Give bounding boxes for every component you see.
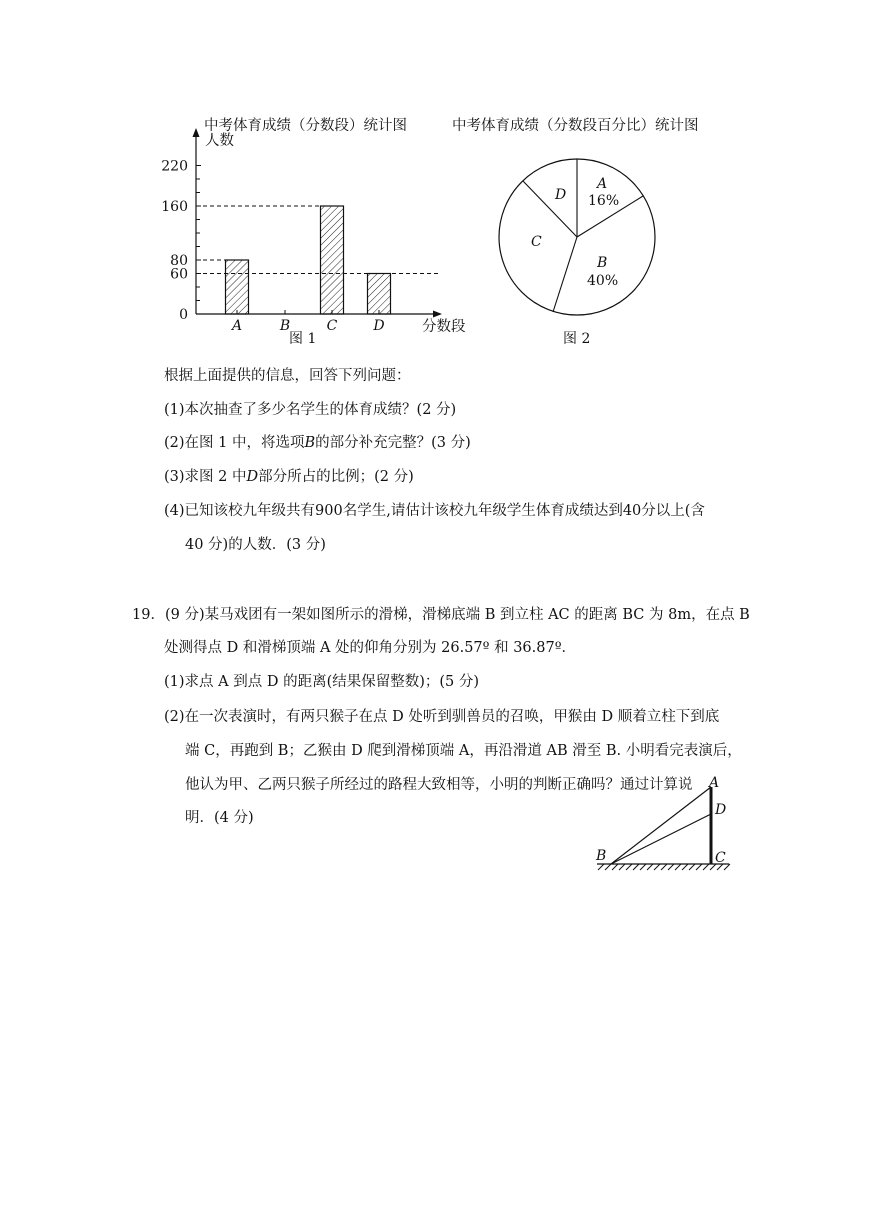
q18-intro: 根据上面提供的信息，回答下列问题： (164, 368, 411, 384)
q19-sub2-line1: (2)在一次表演时，有两只猴子在点 D 处听到驯兽员的召唤，甲猴由 D 顺着立柱下到底 (164, 709, 720, 725)
pie-divider-c-d (523, 181, 577, 237)
x-axis-label: 分数段 (422, 319, 466, 335)
y-axis-label: 人数 (205, 133, 234, 149)
y-tick-label: 0 (179, 307, 188, 323)
pie-chart-title: 中考体育成绩（分数段百分比）统计图 (452, 118, 699, 134)
q18-part-2: (2)在图 1 中，将选项B的部分补充完整？(3 分) (164, 435, 471, 451)
y-tick-label: 80 (170, 253, 188, 269)
x-tick-label-b: B (279, 318, 291, 334)
q19-sub2-line4: 明．(4 分) (185, 810, 254, 826)
point-a-label: A (709, 775, 720, 791)
pie-label-a: A (597, 176, 608, 192)
pie-divider-b-c (553, 237, 577, 312)
bars (226, 206, 391, 314)
bar-a (226, 260, 249, 314)
pie-label-c: C (531, 234, 542, 250)
x-tick-label-c: C (326, 318, 338, 334)
bar-chart (161, 128, 466, 347)
ground-hatching (598, 864, 730, 870)
pie-label-d: D (555, 187, 567, 203)
q19-line2: 处测得点 D 和滑梯顶端 A 处的仰角分别为 26.57º 和 36.87º． (164, 640, 577, 656)
point-c-label: C (715, 850, 726, 866)
q19-sub2-line3: 他认为甲、乙两只猴子所经过的路程大致相等，小明的判断正确吗？通过计算说 (185, 777, 693, 793)
y-tick-label: 220 (161, 158, 188, 175)
y-ticks (161, 159, 201, 324)
y-tick-label: 160 (161, 199, 188, 215)
pie-label-b: B (597, 255, 608, 271)
bar-chart-title: 中考体育成绩（分数段）统计图 (204, 118, 407, 134)
pie-percent-a: 16% (588, 193, 620, 209)
q19-sub1: (1)求点 A 到点 D 的距离(结果保留整数)；(5 分) (164, 674, 480, 690)
x-tick-label-a: A (231, 318, 243, 334)
x-axis-arrow (433, 311, 442, 318)
y-tick-label: 60 (170, 266, 188, 283)
point-d-label: D (715, 802, 727, 818)
slide-ab (611, 787, 711, 864)
q18-part-1: (1)本次抽查了多少名学生的体育成绩？(2 分) (164, 402, 457, 418)
x-tick-label-d: D (373, 318, 385, 334)
q19-sub2-line2: 端 C，再跑到 B；乙猴由 D 爬到滑梯顶端 A，再沿滑道 AB 滑至 B. 小明看完表演后， (185, 743, 742, 759)
pie-percent-b: 40% (587, 273, 619, 289)
figure-1-caption: 图 1 (289, 331, 317, 347)
bar-c (321, 206, 344, 314)
q19-line1: 19．(9 分)某马戏团有一架如图所示的滑梯，滑梯底端 B 到立柱 AC 的距离 BC 为 8m，在点 B (132, 607, 750, 623)
q18-part-4-line2: 40 分)的人数．(3 分) (185, 537, 326, 553)
q18-part-4-line1: (4)已知该校九年级共有900名学生,请估计该校九年级学生体育成绩达到40分以上(含 (164, 503, 705, 519)
figure-2-caption: 图 2 (563, 331, 591, 347)
q18-part-3: (3)求图 2 中D部分所占的比例；(2 分) (164, 469, 414, 485)
y-axis-arrow (193, 128, 200, 137)
point-b-label: B (596, 848, 607, 864)
bar-d (368, 274, 391, 315)
pie-chart (499, 159, 655, 347)
line-bd (611, 814, 711, 864)
